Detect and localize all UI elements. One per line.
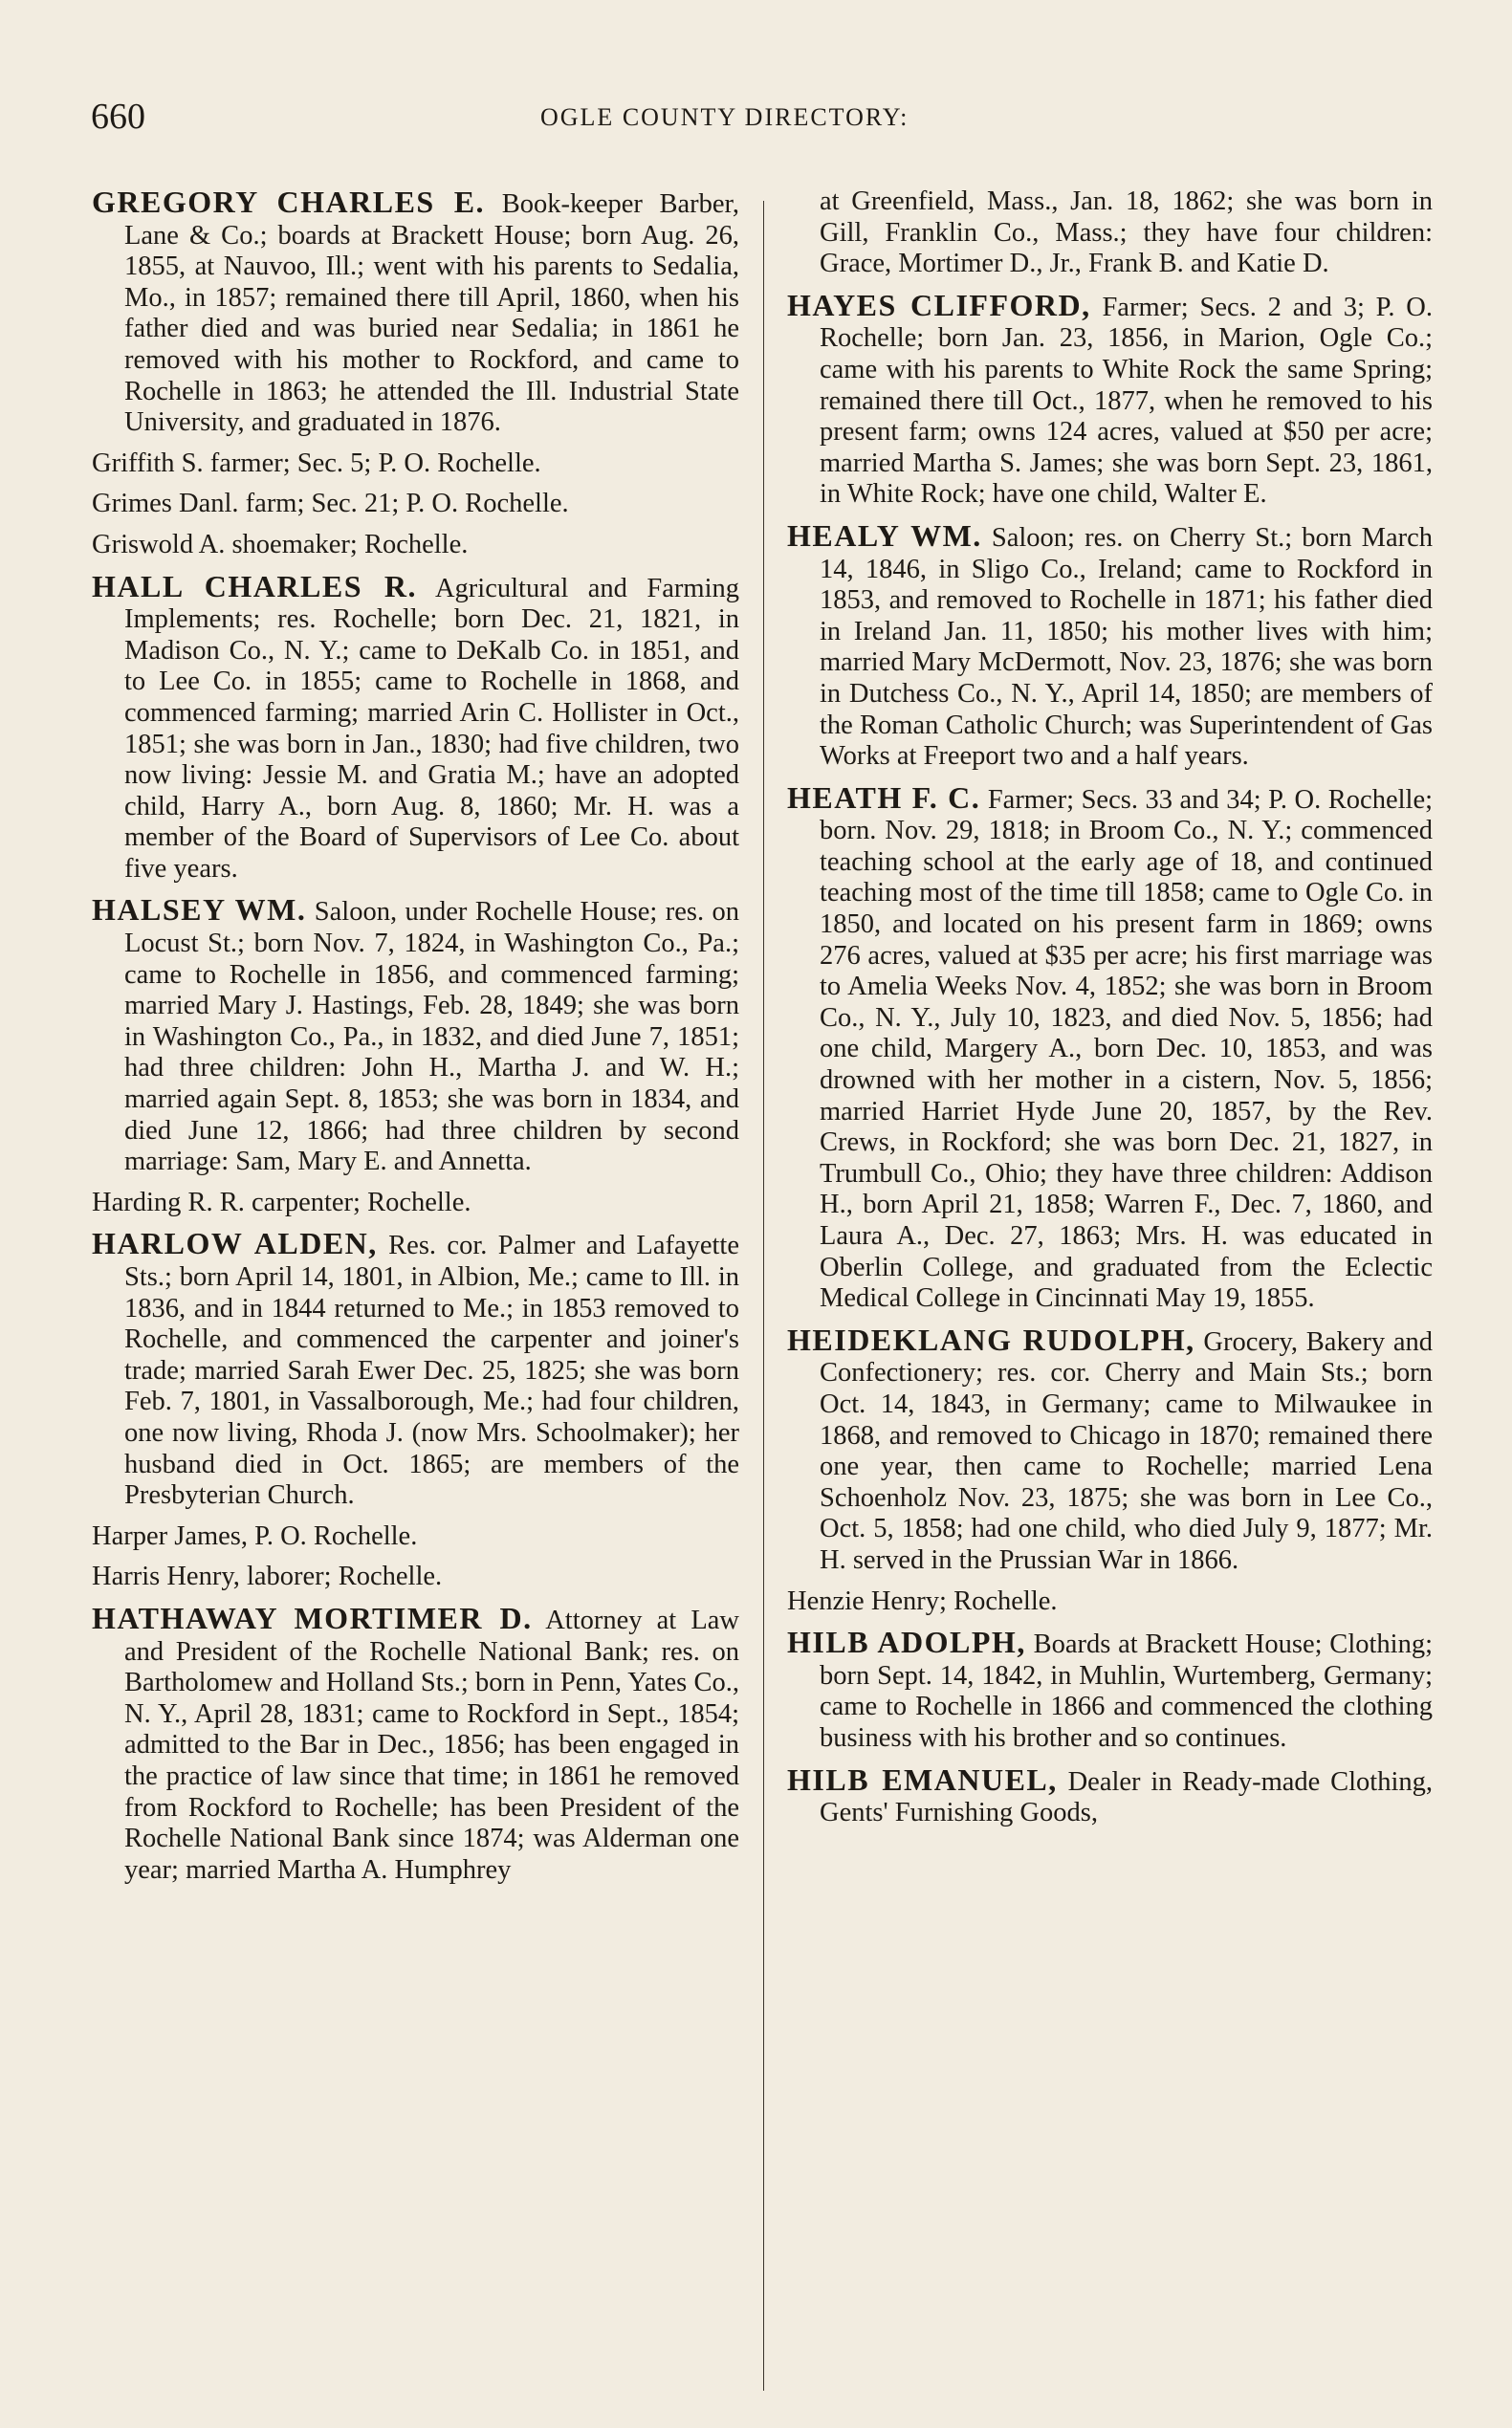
- entry-henzie: Henzie Henry; Rochelle.: [787, 1586, 1058, 1616]
- entry-heath-fc: [787, 779, 1434, 1315]
- left-column: [92, 186, 739, 1895]
- entry-name: HEIDEKLANG RUDOLPH,: [787, 1322, 1195, 1357]
- entry-name: HALSEY WM.: [92, 892, 307, 928]
- entry-hilb-adolph: [787, 1627, 1433, 1754]
- entry-text: Grocery, Bakery and Confectionery; res. cor. Cherry and Main Sts.; born Oct. 14, 1843, in Germany; came to Milwaukee in 1868, and removed to Chicago in 1870; remained there one year, then came to Rochelle; married Lena Schoenholz Nov. 23, 1875; she was born in Lee Co., Oct. 5, 1858; had one child, who died July 9, 1877; Mr. H. served in the Prussian War in 1866.: [820, 1326, 1433, 1575]
- entry-name: HILB ADOLPH,: [787, 1625, 1026, 1660]
- running-title: OGLE COUNTY DIRECTORY:: [540, 103, 909, 131]
- entry-harlow-alden: [92, 1228, 739, 1511]
- entry-hall-charles: [92, 568, 740, 886]
- entry-heideklang-rudolph: [787, 1324, 1433, 1577]
- entry-griffith: Griffith S. farmer; Sec. 5; P. O. Rochelle.: [92, 448, 541, 478]
- entry-hilb-emanuel: [787, 1761, 1434, 1829]
- entry-healy-wm: [787, 517, 1434, 773]
- entry-name: HEATH F. C.: [787, 779, 981, 815]
- entry-text: Book-keeper Barber, Lane & Co.; boards at Brackett House; born Aug. 26, 1855, at Nauvoo, Ill.; went with his parents to Sedalia, Mo., in 1857; remained there till April, 1860, when his father died and was buried near Sedalia; in 1861 he removed with his mother to Rockford, and came to Rochelle in 1863; he attended the Ill. Industrial State University, and graduated in 1876.: [124, 189, 740, 438]
- entry-text: Agricultural and Farming Implements; res. Rochelle; born Dec. 21, 1821, in Madison Co., N. Y.; came to DeKalb Co. in 1851, and to Lee Co. in 1855; came to Rochelle in 1868, and commenced farming; married Arin C. Hollister in Oct., 1851; she was born in Jan., 1830; had five children, two now living: Jessie M. and Gratia M.; have an adopted child, Harry A., born Aug. 8, 1860; Mr. H. was a member of the Board of Supervisors of Lee Co. about five years.: [124, 573, 740, 884]
- page-number: 660: [91, 97, 145, 137]
- entry-text: Saloon; res. on Cherry St.; born March 14, 1846, in Sligo Co., Ireland; came to Rockford in 1853, and removed to Rochelle in 1871; his father died in Ireland Jan. 11, 1850; his mother lives with him; married Mary McDermott, Nov. 23, 1876; she was born in Dutchess Co., N. Y., April 14, 1850; are members of the Roman Catholic Church; was Superintendent of Gas Works at Freeport two and a half years.: [820, 522, 1434, 772]
- entry-name: HATHAWAY MORTIMER D.: [92, 1600, 533, 1635]
- entry-halsey-wm: [92, 894, 739, 1177]
- entry-griswold: Griswold A. shoemaker; Rochelle.: [92, 529, 469, 559]
- entry-harding: Harding R. R. carpenter; Rochelle.: [92, 1187, 471, 1217]
- entry-name: HILB EMANUEL,: [787, 1761, 1058, 1797]
- entry-harris: Harris Henry, laborer; Rochelle.: [92, 1562, 443, 1592]
- page-header: [91, 96, 1430, 153]
- entry-gregory-charles: [92, 186, 739, 439]
- entry-text: Attorney at Law and President of the Rochelle National Bank; res. on Bartholomew and Holland Sts.; born in Penn, Yates Co., N. Y., April 28, 1831; came to Rockford in Sept., 1854; admitted to the Bar in Dec., 1856; has been engaged in the practice of law since that time; in 1861 he removed from Rockford to Rochelle; has been President of the Rochelle National Bank since 1874; was Alderman one year; married Martha A. Humphrey: [124, 1605, 739, 1885]
- entry-continuation: at Greenfield, Mass., Jan. 18, 1862; she was born in Gill, Franklin Co., Mass.; they have four children: Grace, Mortimer D., Jr., Frank B. and Katie D.: [820, 186, 1433, 279]
- right-column: [787, 186, 1433, 1839]
- entry-name: GREGORY CHARLES E.: [92, 185, 486, 219]
- entry-harper: Harper James, P. O. Rochelle.: [92, 1520, 418, 1551]
- entry-hathaway-mortimer: [92, 1600, 739, 1886]
- entry-text: Dealer in Ready-made Clothing, Gents' Furnishing Goods,: [820, 1766, 1434, 1828]
- entry-text: Res. cor. Palmer and Lafayette Sts.; born April 14, 1801, in Albion, Me.; came to Ill. in 1836, and in 1844 returned to Me.; in 1853 removed to Rochelle, and commenced the carpenter and joiner's trade; married Sarah Ewer Dec. 25, 1825; she was born Feb. 7, 1801, in Vassalborough, Me.; had four children, one now living, Rhoda J. (now Mrs. Schoolmaker); her husband died in Oct. 1865; are members of the Presbyterian Church.: [124, 1231, 740, 1511]
- entry-name: HARLOW ALDEN,: [92, 1226, 378, 1261]
- entry-text: Boards at Brackett House; Clothing; born Sept. 14, 1842, in Muhlin, Wurtemberg, Germany; came to Rochelle in 1866 and commenced the clothing business with his brother and so continues.: [820, 1630, 1433, 1753]
- entry-hayes-clifford: [787, 287, 1434, 511]
- entry-grimes: Grimes Danl. farm; Sec. 21; P. O. Rochelle.: [92, 489, 569, 519]
- column-divider: [763, 201, 764, 2391]
- entry-text: Saloon, under Rochelle House; res. on Locust St.; born Nov. 7, 1824, in Washington Co., Pa.; came to Rochelle in 1856, and commenced farming; married Mary J. Hastings, Feb. 28, 1849; she was born in Washington Co., Pa., in 1832, and died June 7, 1851; had three children: John H., Martha J. and W. H.; married again Sept. 8, 1853; she was born in 1834, and died June 12, 1866; had three children by second marriage: Sam, Mary E. and Annetta.: [124, 897, 740, 1177]
- entry-text: Farmer; Secs. 33 and 34; P. O. Rochelle; born. Nov. 29, 1818; in Broom Co., N. Y.; commenced teaching school at the early age of 18, and continued teaching most of the time till 1858; came to Ogle Co. in 1850, and located on his present farm in 1869; owns 276 acres, valued at $35 per acre; his first marriage was to Amelia Weeks Nov. 4, 1852; she was born in Broom Co., N. Y., July 10, 1823, and died Nov. 5, 1856; had one child, Margery A., born Dec. 10, 1853, and was drowned with her mother in a cistern, Nov. 5, 1856; married Harriet Hyde June 20, 1857, by the Rev. Crews, in Rockford; she was born Dec. 21, 1827, in Trumbull Co., Ohio; they have three children: Addison H., born April 21, 1858; Warren F., Dec. 7, 1860, and Laura A., Dec. 27, 1863; Mrs. H. was educated in Oberlin College, and graduated from the Eclectic Medical College in Cincinnati May 19, 1855.: [820, 784, 1434, 1314]
- entry-name: HEALY WM.: [787, 517, 982, 553]
- entry-name: HALL CHARLES R.: [92, 568, 418, 603]
- entry-name: HAYES CLIFFORD,: [787, 287, 1091, 322]
- entry-text: Farmer; Secs. 2 and 3; P. O. Rochelle; born Jan. 23, 1856, in Marion, Ogle Co.; came with his parents to White Rock the same Spring; remained there till Oct., 1877, when he removed to his present farm; owns 124 acres, valued at $50 per acre; married Martha S. James; she was born Sept. 23, 1861, in White Rock; have one child, Walter E.: [820, 292, 1434, 510]
